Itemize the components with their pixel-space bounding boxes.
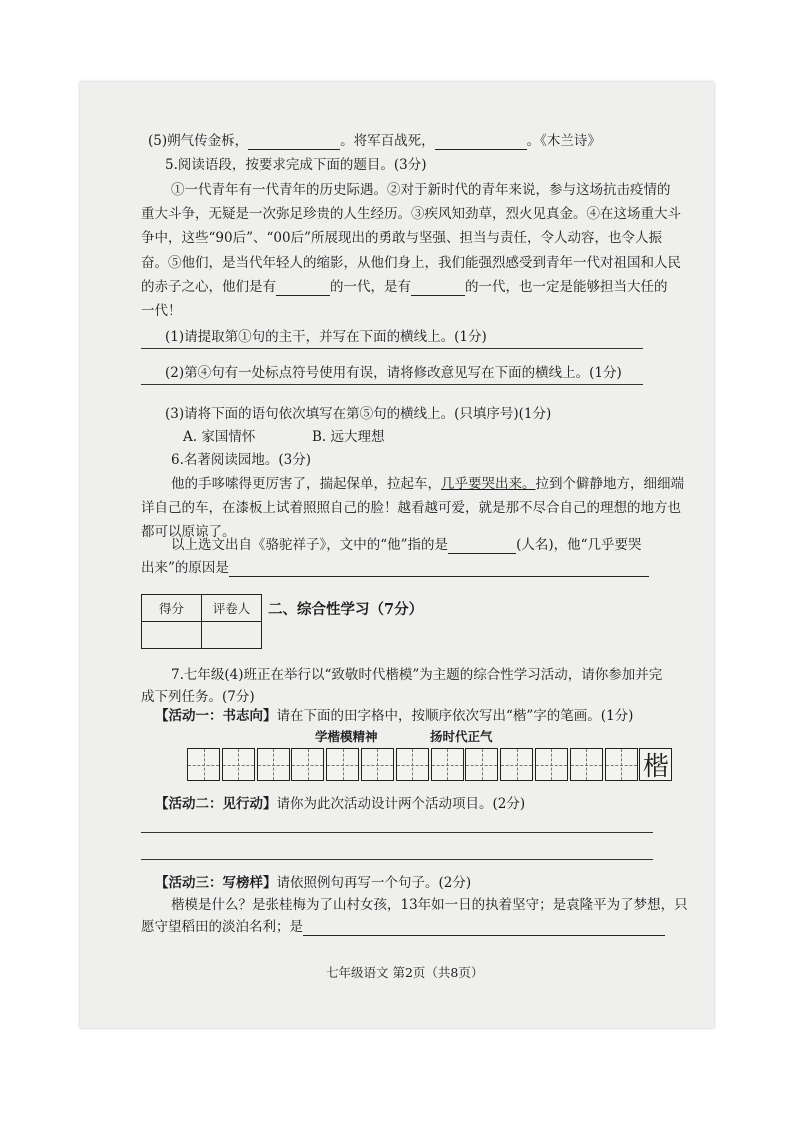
q6-text: 他的手哆嗦得更厉害了，揣起保单，拉起车， bbox=[171, 476, 441, 492]
q6-question-line bbox=[141, 559, 649, 577]
grid-example-cell bbox=[639, 748, 672, 781]
q6-text: 出来”的原因是 bbox=[141, 560, 229, 576]
grid-cell[interactable] bbox=[361, 748, 394, 781]
activity2-text: 请你为此次活动设计两个活动项目。(2分) bbox=[276, 796, 526, 812]
q5-passage-line: ①一代青年有一代青年的历史际遇。②对于新时代的青年来说，参与这场抗击疫情的 bbox=[171, 182, 671, 198]
q7-intro-line: 成下列任务。(7分) bbox=[141, 689, 255, 705]
example-sentence-line bbox=[141, 918, 665, 936]
grader-cell[interactable] bbox=[202, 622, 262, 649]
q5-text: 的赤子之心，他们是有 bbox=[141, 279, 276, 295]
q5-sub3: (3)请将下面的语句依次填写在第⑤句的横线上。(只填序号)(1分) bbox=[165, 406, 552, 422]
answer-blank[interactable] bbox=[276, 281, 330, 296]
grid-cell[interactable] bbox=[291, 748, 324, 781]
activity3-text: 请依照例句再写一个句子。(2分) bbox=[276, 875, 472, 891]
grid-cell[interactable] bbox=[570, 748, 603, 781]
q6-excerpt-line: 都可以原谅了。 bbox=[141, 524, 236, 540]
q6-text: 拉到个僻静地方，细细端 bbox=[535, 476, 684, 492]
q6-question-line bbox=[171, 536, 642, 554]
grid-label-right: 扬时代正气 bbox=[430, 729, 493, 744]
section-title: 二、综合性学习（7分） bbox=[268, 601, 424, 618]
answer-line[interactable] bbox=[141, 859, 653, 860]
q6-title: 6.名著阅读园地。(3分) bbox=[171, 452, 312, 468]
activity1-line bbox=[155, 707, 633, 725]
activity1-tag: 【活动一：书志向】 bbox=[155, 708, 277, 724]
activity2-tag: 【活动二：见行动】 bbox=[155, 796, 277, 812]
answer-blank[interactable] bbox=[303, 921, 665, 936]
example-sentence-line: 楷模是什么？是张桂梅为了山村女孩，13年如一日的执着坚守；是袁隆平为了梦想，只 bbox=[171, 897, 688, 913]
q6-excerpt-line: 详自己的车，在漆板上试着照照自己的脸！越看越可爱，就是那不尽合自己的理想的地方也 bbox=[141, 500, 681, 516]
q4-5-line bbox=[148, 132, 601, 150]
q5-passage-line: 争中，这些“90后”、“00后”所展现出的勇敢与坚强、担当与责任，令人动容，也令人振 bbox=[141, 230, 662, 246]
answer-blank[interactable] bbox=[435, 135, 527, 150]
example-character: 楷 bbox=[640, 749, 671, 780]
answer-blank[interactable] bbox=[229, 562, 649, 577]
q6-underlined-text: 几乎要哭出来。 bbox=[441, 476, 536, 492]
q4-5-prefix: (5)朔气传金柝， bbox=[148, 133, 249, 149]
page-footer: 七年级语文 第2页（共8页） bbox=[326, 965, 484, 980]
activity3-tag: 【活动三：写榜样】 bbox=[155, 875, 277, 891]
answer-line[interactable] bbox=[141, 348, 643, 349]
tianzige-grid bbox=[187, 748, 674, 781]
answer-blank[interactable] bbox=[448, 539, 516, 554]
answer-line[interactable] bbox=[141, 832, 653, 833]
grid-label-left: 学楷模精神 bbox=[315, 729, 378, 744]
q6-excerpt-line bbox=[171, 475, 684, 493]
q5-passage-line: 奋。⑤他们，是当代年轻人的缩影，从他们身上，我们能强烈感受到青年一代对祖国和人民 bbox=[141, 255, 681, 271]
grid-cell[interactable] bbox=[431, 748, 464, 781]
grid-cell[interactable] bbox=[500, 748, 533, 781]
q5-passage-line: 重大斗争，无疑是一次弥足珍贵的人生经历。③疾风知劲草，烈火见真金。④在这场重大斗 bbox=[141, 206, 681, 222]
activity1-text: 请在下面的田字格中，按顺序依次写出“楷”字的笔画。(1分) bbox=[276, 708, 634, 724]
q5-option-a: A. 家国情怀 bbox=[183, 429, 256, 445]
grid-cell[interactable] bbox=[187, 748, 220, 781]
grader-header: 评卷人 bbox=[202, 595, 262, 622]
answer-blank[interactable] bbox=[248, 135, 340, 150]
grid-cell[interactable] bbox=[605, 748, 638, 781]
q4-5-suffix: 。《木兰诗》 bbox=[526, 133, 601, 149]
grid-cell[interactable] bbox=[222, 748, 255, 781]
example-text: 愿守望稻田的淡泊名利；是 bbox=[141, 919, 303, 935]
answer-line[interactable] bbox=[141, 384, 643, 385]
grid-cell[interactable] bbox=[396, 748, 429, 781]
q5-text: 的一代，也一定是能够担当大任的 bbox=[465, 279, 668, 295]
q6-text: 以上选文出自《骆驼祥子》，文中的“他”指的是 bbox=[171, 537, 449, 553]
grid-cell[interactable] bbox=[257, 748, 290, 781]
q6-text: (人名)，他“几乎要哭 bbox=[516, 537, 642, 553]
grid-cell[interactable] bbox=[465, 748, 498, 781]
q7-intro-line: 7.七年级(4)班正在举行以“致敬时代楷模”为主题的综合性学习活动，请你参加并完 bbox=[171, 667, 663, 683]
grid-cell[interactable] bbox=[535, 748, 568, 781]
q4-5-mid: 。将军百战死， bbox=[340, 133, 435, 149]
q5-option-b: B. 远大理想 bbox=[312, 429, 385, 445]
answer-blank[interactable] bbox=[411, 281, 465, 296]
activity2-line bbox=[155, 795, 525, 813]
activity3-line bbox=[155, 874, 471, 892]
q5-text: 的一代，是有 bbox=[330, 279, 411, 295]
q5-sub1: (1)请提取第①句的主干，并写在下面的横线上。(1分) bbox=[165, 329, 487, 345]
score-box bbox=[141, 594, 262, 649]
q5-passage-line bbox=[141, 278, 668, 296]
score-cell[interactable] bbox=[142, 622, 202, 649]
grid-cell[interactable] bbox=[326, 748, 359, 781]
q5-sub2: (2)第④句有一处标点符号使用有误，请将修改意见写在下面的横线上。(1分) bbox=[165, 365, 622, 381]
q5-passage-line: 一代！ bbox=[141, 303, 182, 319]
score-header: 得分 bbox=[142, 595, 202, 622]
q5-title: 5.阅读语段，按要求完成下面的题目。(3分) bbox=[165, 157, 427, 173]
